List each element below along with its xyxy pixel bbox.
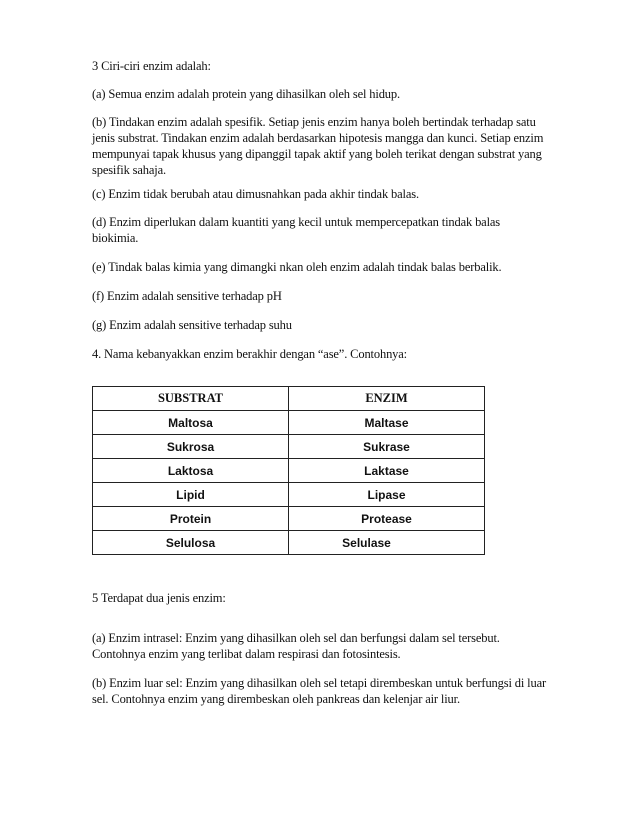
table-row — [93, 483, 485, 507]
trait-b-line-1: (b) Tindakan enzim adalah spesifik. Setiap jenis enzim hanya boleh bertindak terhadap satu — [92, 115, 536, 129]
substrat-cell: Maltosa — [93, 411, 289, 435]
enzim-cell: Sukrase — [289, 435, 485, 459]
table-row — [93, 459, 485, 483]
substrat-cell: Protein — [93, 507, 289, 531]
trait-a: (a) Semua enzim adalah protein yang dihasilkan oleh sel hidup. — [92, 87, 400, 101]
substrat-cell: Sukrosa — [93, 435, 289, 459]
enzim-cell: Protease — [289, 507, 485, 531]
enzyme-table — [92, 386, 485, 555]
table-row — [93, 507, 485, 531]
section-3-heading: 3 Ciri-ciri enzim adalah: — [92, 59, 211, 73]
enzim-cell: Selulase — [289, 531, 485, 555]
type-a-line-1: (a) Enzim intrasel: Enzim yang dihasilkan oleh sel dan berfungsi dalam sel tersebut. — [92, 631, 500, 645]
table-row — [93, 531, 485, 555]
trait-b-line-2: jenis substrat. Tindakan enzim adalah berdasarkan hipotesis mangga dan kunci. Setiap enzim — [92, 131, 544, 145]
trait-f: (f) Enzim adalah sensitive terhadap pH — [92, 289, 282, 303]
trait-c: (c) Enzim tidak berubah atau dimusnahkan pada akhir tindak balas. — [92, 187, 419, 201]
header-substrat: SUBSTRAT — [93, 387, 289, 411]
substrat-cell: Lipid — [93, 483, 289, 507]
header-enzim: ENZIM — [289, 387, 485, 411]
trait-b-line-3: mempunyai tapak khusus yang dipanggil tapak aktif yang boleh terikat dengan substrat yang — [92, 147, 542, 161]
trait-d-line-1: (d) Enzim diperlukan dalam kuantiti yang kecil untuk mempercepatkan tindak balas — [92, 215, 501, 229]
table-row — [93, 435, 485, 459]
type-a-line-2: Contohnya enzim yang terlibat dalam respirasi dan fotosintesis. — [92, 647, 401, 661]
trait-d-line-2: biokimia. — [92, 231, 139, 245]
type-b-line-1: (b) Enzim luar sel: Enzim yang dihasilkan oleh sel tetapi dirembeskan untuk berfungsi di luar — [92, 676, 546, 690]
substrat-cell: Selulosa — [93, 531, 289, 555]
type-b-line-2: sel. Contohnya enzim yang dirembeskan oleh pankreas dan kelenjar air liur. — [92, 692, 460, 706]
trait-e: (e) Tindak balas kimia yang dimangki nkan oleh enzim adalah tindak balas berbalik. — [92, 260, 502, 274]
enzim-cell: Maltase — [289, 411, 485, 435]
section-5-heading: 5 Terdapat dua jenis enzim: — [92, 591, 226, 605]
table-row — [93, 411, 485, 435]
section-4-heading: 4. Nama kebanyakkan enzim berakhir dengan “ase”. Contohnya: — [92, 347, 407, 361]
substrat-cell: Laktosa — [93, 459, 289, 483]
enzim-cell: Laktase — [289, 459, 485, 483]
trait-b-line-4: spesifik sahaja. — [92, 163, 166, 177]
enzim-cell: Lipase — [289, 483, 485, 507]
trait-g: (g) Enzim adalah sensitive terhadap suhu — [92, 318, 292, 332]
table-header-row — [93, 387, 485, 411]
